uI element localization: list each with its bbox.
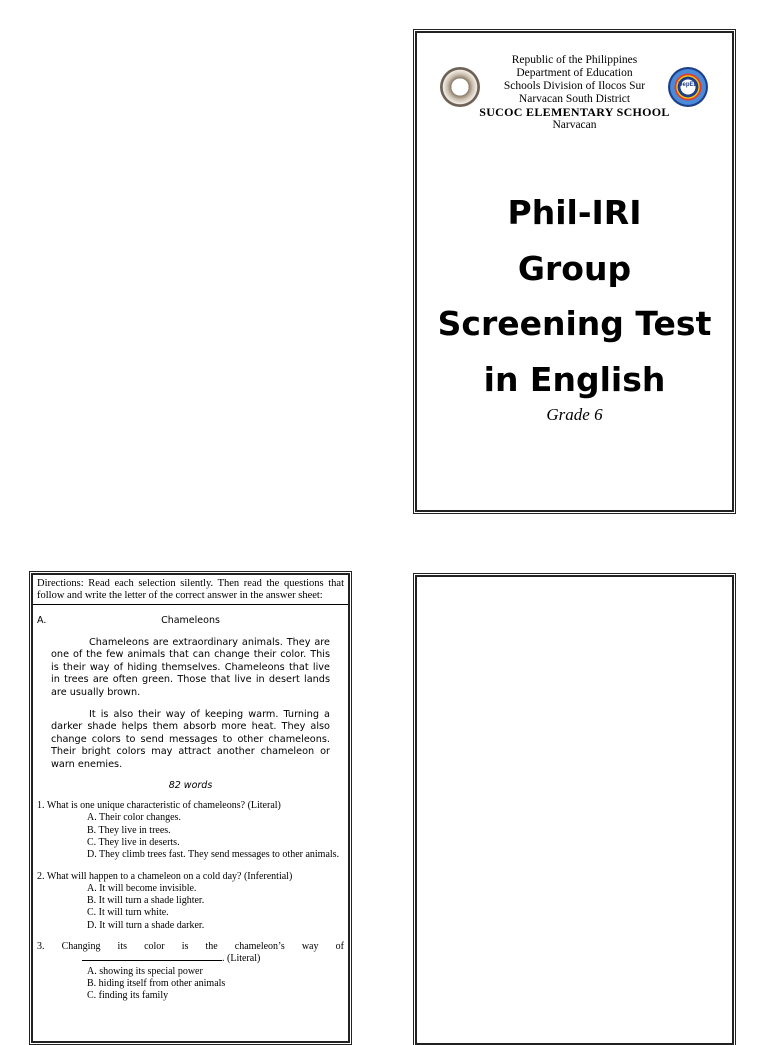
title-line: Screening Test [437, 304, 712, 343]
header-line: Department of Education [516, 67, 633, 79]
cover-header [417, 54, 732, 132]
stem-word: Changing [61, 941, 101, 953]
header-line: Republic of the Philippines [511, 54, 638, 66]
question-type: . (Literal) [222, 953, 261, 965]
header-line: Schools Division of Ilocos Sur [503, 80, 646, 92]
choice-list [87, 883, 344, 932]
choice: B. It will turn a shade lighter. [87, 895, 205, 907]
choice: A. Their color changes. [87, 812, 181, 824]
choice-list [87, 812, 344, 861]
selection-letter: A. [37, 615, 47, 626]
paragraph: It is also their way of keeping warm. Turning a darker shade helps them absorb more heat. They also change colors to send messages to other chameleons. Their bright colors may attract another chameleon or warn enemies. [51, 709, 330, 770]
grade-level: Grade 6 [546, 405, 603, 424]
reading-page [31, 573, 350, 1043]
choice: A. It will become invisible. [87, 882, 197, 894]
selection-heading [37, 615, 344, 627]
question [37, 800, 344, 861]
question [37, 871, 344, 932]
word-count: 82 words [168, 780, 213, 792]
blank-page [415, 575, 734, 1045]
question-stem [37, 941, 344, 953]
choice: D. It will turn a shade darker. [87, 919, 205, 931]
title-line: in English [483, 359, 666, 399]
stem-word: its [117, 941, 127, 953]
choice: D. They climb trees fast. They send messages to other animals. [87, 849, 340, 861]
division-logo-text: DepED [678, 82, 698, 88]
choice: B. hiding itself from other animals [87, 977, 226, 989]
selection-title: Chameleons [161, 615, 220, 626]
stem-word: is [181, 941, 189, 953]
blank-line [82, 960, 222, 961]
title-line: Group [517, 248, 632, 288]
answer-blank-line [37, 953, 344, 965]
school-name: SUCOC ELEMENTARY SCHOOL [479, 105, 670, 119]
cover-title [417, 185, 732, 407]
title-line: Phil-IRI [507, 193, 642, 232]
question-stem: 1. What is one unique characteristic of chameleons? (Literal) [37, 800, 281, 812]
choice: C. They live in deserts. [87, 836, 180, 848]
header-line: Narvacan South District [518, 93, 631, 105]
stem-word: 3. [37, 941, 45, 953]
question [37, 941, 344, 1002]
directions: Directions: Read each selection silently. Then read the questions that follow and write the letter of the correct answer in the answer sheet: [33, 578, 348, 605]
choice-list [87, 966, 344, 1003]
question-stem: 2. What will happen to a chameleon on a cold day? (Inferential) [37, 870, 293, 882]
choice: A. showing its special power [87, 965, 203, 977]
stem-word: color [144, 941, 165, 953]
choice: C. finding its family [87, 990, 169, 1002]
choice: B. They live in trees. [87, 824, 171, 836]
stem-word: the [205, 941, 218, 953]
town-name: Narvacan [552, 119, 597, 131]
paragraph: Chameleons are extraordinary animals. They are one of the few animals that can change their color. This is their way of hiding themselves. Chameleons that live in trees are often green. Those that live in desert lands are usually brown. [51, 637, 330, 698]
stem-word: way [301, 941, 319, 953]
cover-page [415, 31, 734, 512]
stem-word: of [335, 941, 344, 953]
choice: C. It will turn white. [87, 907, 169, 919]
stem-word: chameleon’s [234, 941, 285, 953]
